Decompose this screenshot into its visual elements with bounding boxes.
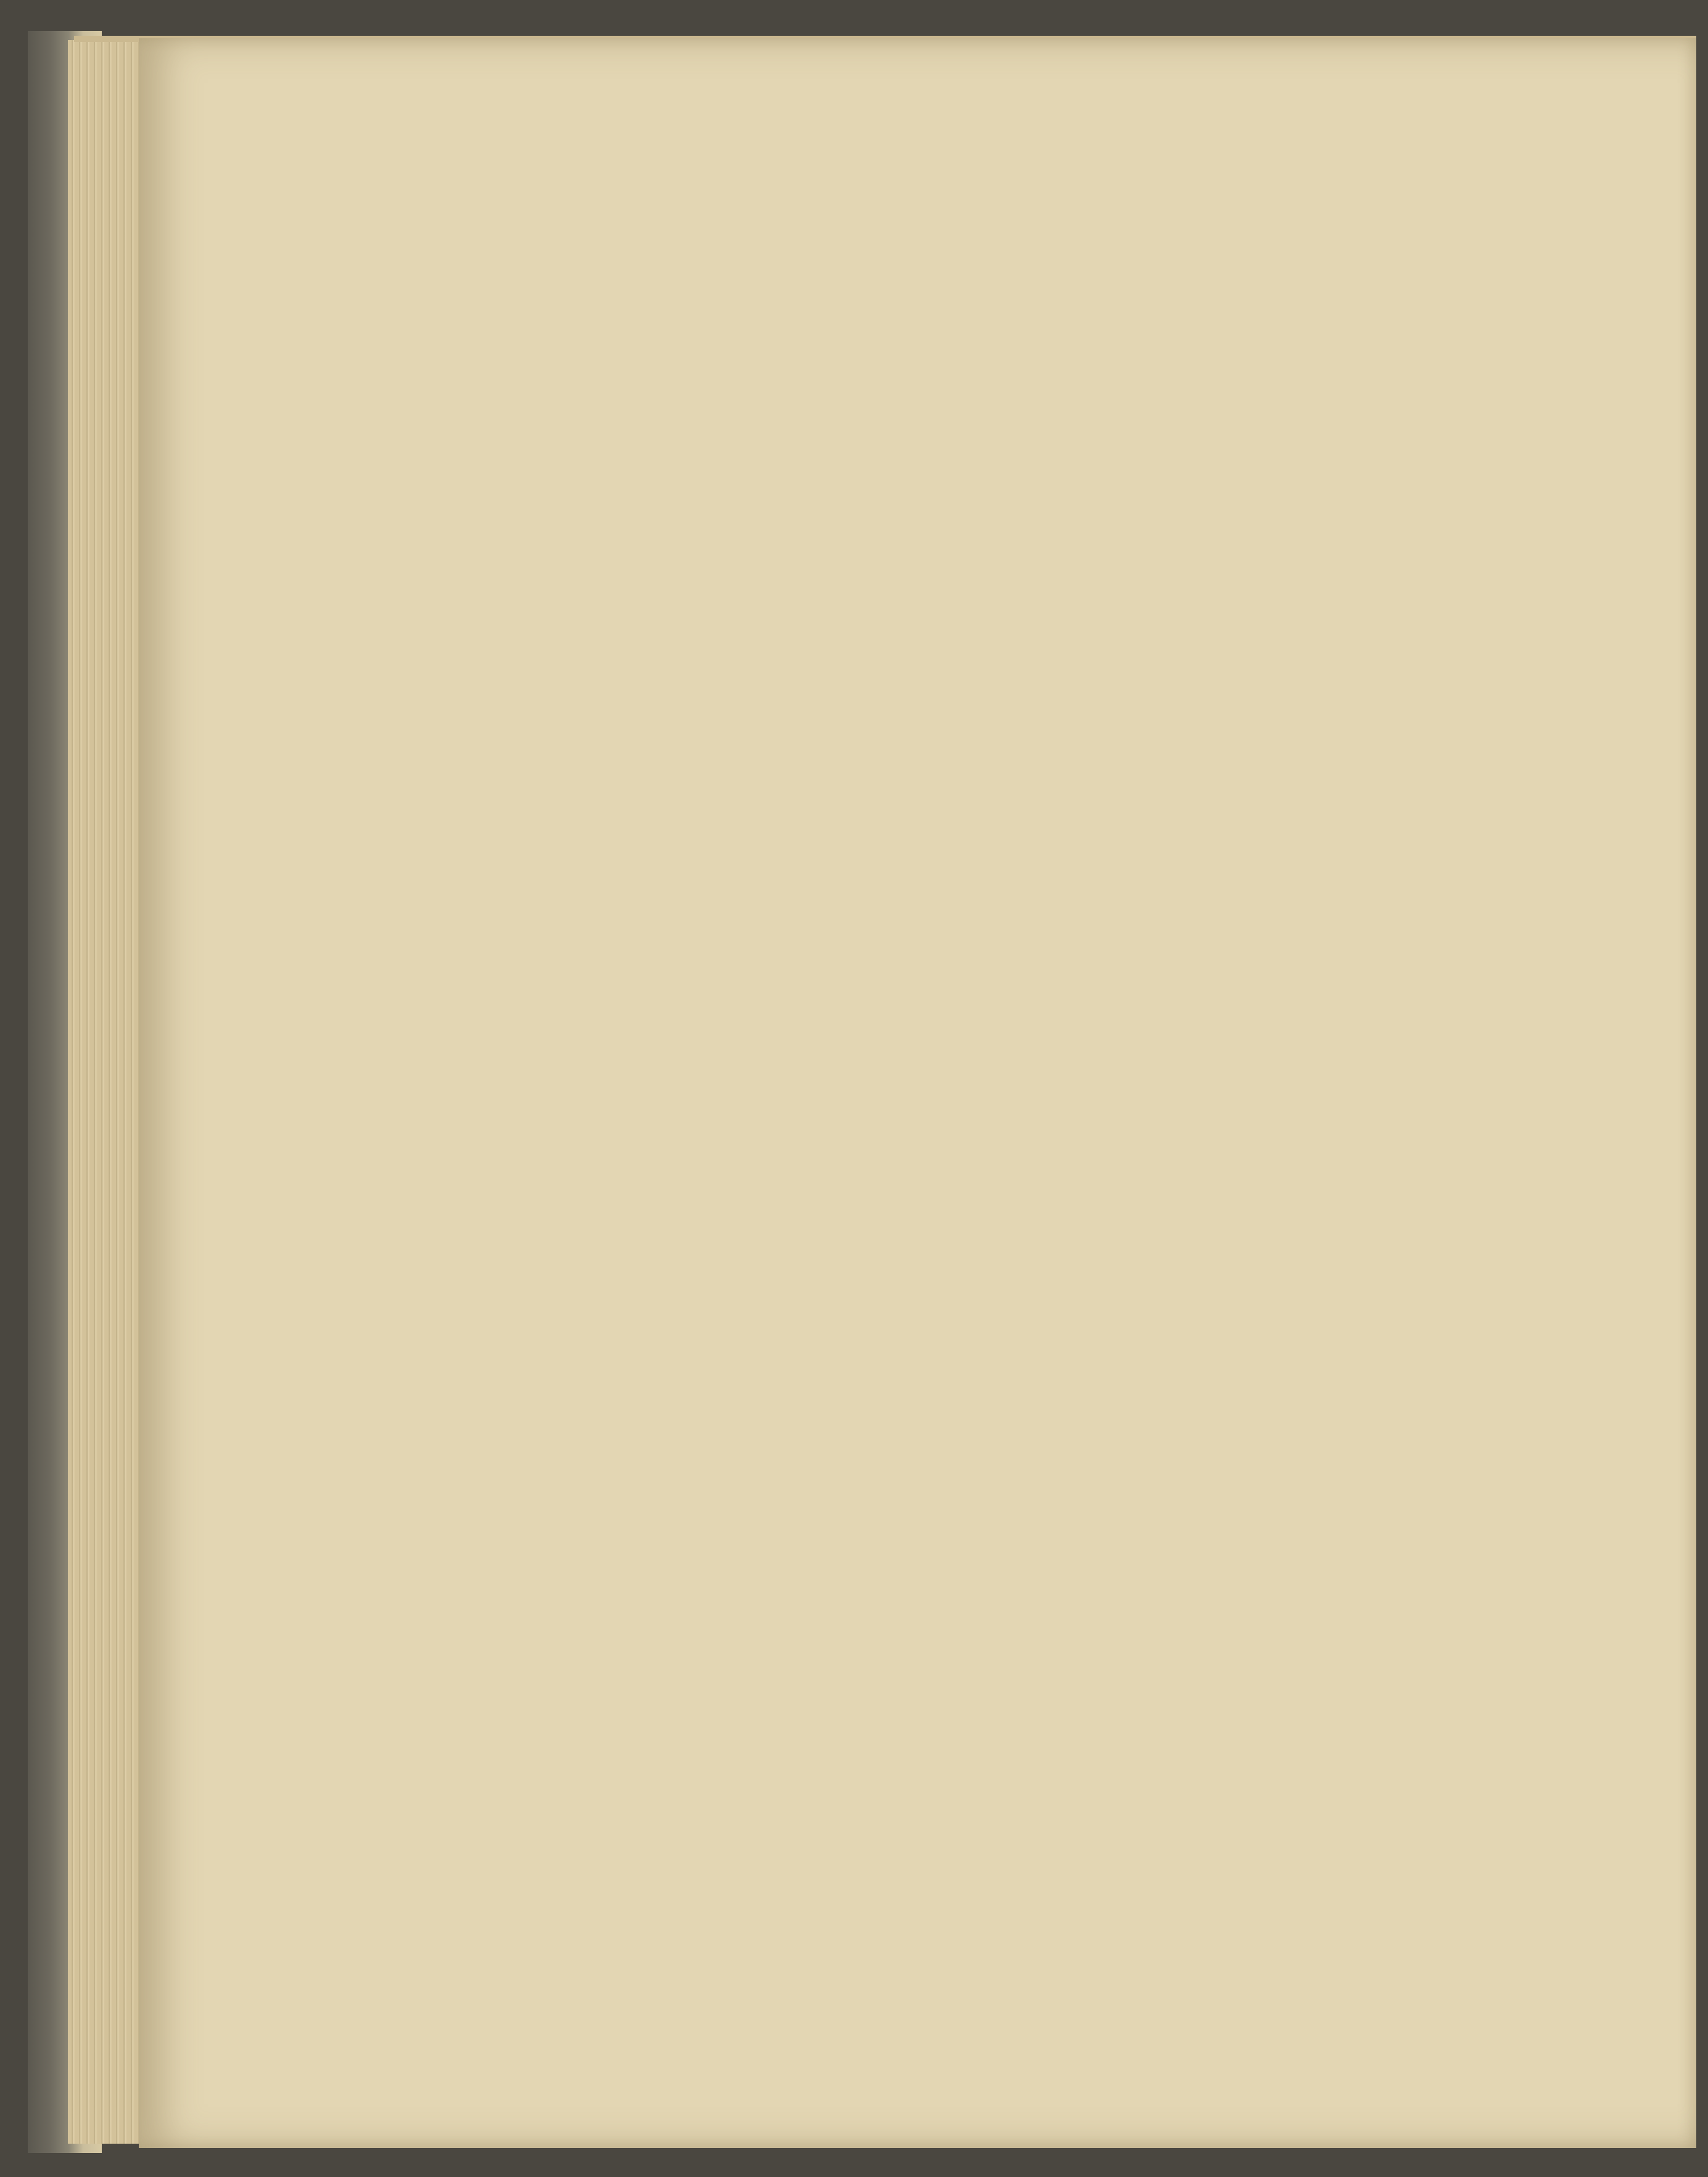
book-page xyxy=(139,38,1696,2148)
page-edges xyxy=(68,40,148,2144)
